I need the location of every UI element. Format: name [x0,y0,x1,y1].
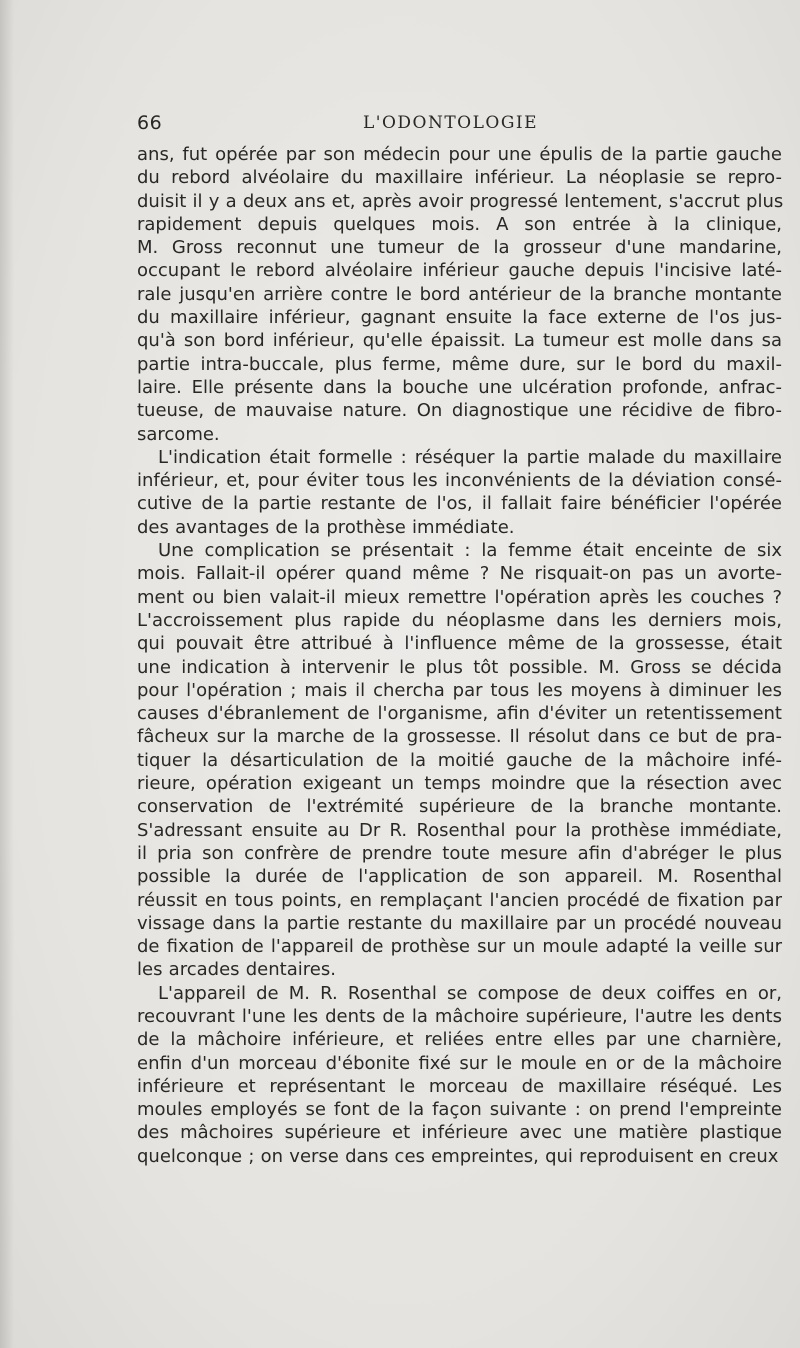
text-line: recouvrant l'une les dents de la mâchoire supérieure, l'autre les dents [137,1005,782,1027]
text-line: occupant le rebord alvéolaire inférieur gauche depuis l'incisive laté- [137,260,782,282]
text-line: sarcome. [137,423,220,445]
text-line: S'adressant ensuite au Dr R. Rosenthal pour la prothèse immédiate, [137,819,782,841]
body-text [137,143,782,1168]
text-line: rieure, opération exigeant un temps moindre que la résection avec [137,773,782,795]
text-line: des avantages de la prothèse immédiate. [137,516,515,538]
text-line: quelconque ; on verse dans ces empreintes, qui reproduisent en creux [137,1145,779,1167]
running-head [137,112,782,138]
text-line: L'accroissement plus rapide du néoplasme dans les derniers mois, [137,609,782,631]
text-line: mois. Fallait-il opérer quand même ? Ne risquait-on pas un avorte- [137,563,782,585]
text-line: Une complication se présentait : la femme était enceinte de six [158,540,782,562]
text-line: vissage dans la partie restante du maxillaire par un procédé nouveau [137,912,782,934]
text-line: causes d'ébranlement de l'organisme, afin d'éviter un retentissement [137,703,782,725]
text-line: de la mâchoire inférieure, et reliées entre elles par une charnière, [137,1029,782,1051]
text-line: rapidement depuis quelques mois. A son entrée à la clinique, [137,213,782,235]
text-line: duisit il y a deux ans et, après avoir progressé lentement, s'accrut plus [137,190,784,212]
page-edge-shadow [0,0,14,1348]
text-line: moules employés se font de la façon suivante : on prend l'empreinte [137,1099,782,1121]
text-line: laire. Elle présente dans la bouche une ulcération profonde, anfrac- [137,376,782,398]
text-line: du maxillaire inférieur, gagnant ensuite la face externe de l'os jus- [137,307,782,329]
text-line: tueuse, de mauvaise nature. On diagnostique une récidive de fibro- [137,400,782,422]
text-line: rale jusqu'en arrière contre le bord antérieur de la branche montante [137,283,782,305]
text-line: M. Gross reconnut une tumeur de la grosseur d'une mandarine, [137,237,782,259]
text-line: qui pouvait être attribué à l'influence même de la grossesse, était [137,633,782,655]
paragraph [137,982,782,1168]
text-line: ment ou bien valait-il mieux remettre l'opération après les couches ? [137,586,782,608]
text-line: de fixation de l'appareil de prothèse sur un moule adapté la veille sur [137,936,782,958]
text-line: pour l'opération ; mais il chercha par tous les moyens à diminuer les [137,679,782,701]
text-line: partie intra-buccale, plus ferme, même dure, sur le bord du maxil- [137,353,782,375]
text-line: du rebord alvéolaire du maxillaire inférieur. La néoplasie se repro- [137,167,782,189]
text-line: L'appareil de M. R. Rosenthal se compose de deux coiffes en or, [158,982,782,1004]
page-number: 66 [137,112,163,134]
paragraph [137,446,782,539]
text-line: réussit en tous points, en remplaçant l'ancien procédé de fixation par [137,889,782,911]
text-line: possible la durée de l'application de son appareil. M. Rosenthal [137,866,782,888]
paragraph [137,143,782,446]
text-line: cutive de la partie restante de l'os, il fallait faire bénéficier l'opérée [137,493,782,515]
text-line: enfin d'un morceau d'ébonite fixé sur le moule en or de la mâchoire [137,1052,782,1074]
text-line: tiquer la désarticulation de la moitié gauche de la mâchoire infé- [137,749,782,771]
journal-title: L'ODONTOLOGIE [363,113,539,133]
text-line: des mâchoires supérieure et inférieure avec une matière plastique [137,1122,782,1144]
text-line: qu'à son bord inférieur, qu'elle épaissit. La tumeur est molle dans sa [137,330,782,352]
text-line: fâcheux sur la marche de la grossesse. Il résolut dans ce but de pra- [137,726,782,748]
text-line: conservation de l'extrémité supérieure de la branche montante. [137,796,782,818]
text-line: ans, fut opérée par son médecin pour une épulis de la partie gauche [137,144,782,165]
text-line: les arcades dentaires. [137,959,336,981]
text-line: il pria son confrère de prendre toute mesure afin d'abréger le plus [137,842,782,864]
text-line: inférieur, et, pour éviter tous les inconvénients de la déviation consé- [137,470,782,492]
paragraph [137,539,782,982]
text-line: L'indication était formelle : réséquer la partie malade du maxillaire [158,446,782,468]
text-line: une indication à intervenir le plus tôt possible. M. Gross se décida [137,656,782,678]
text-line: inférieure et représentant le morceau de maxillaire réséqué. Les [137,1075,782,1097]
